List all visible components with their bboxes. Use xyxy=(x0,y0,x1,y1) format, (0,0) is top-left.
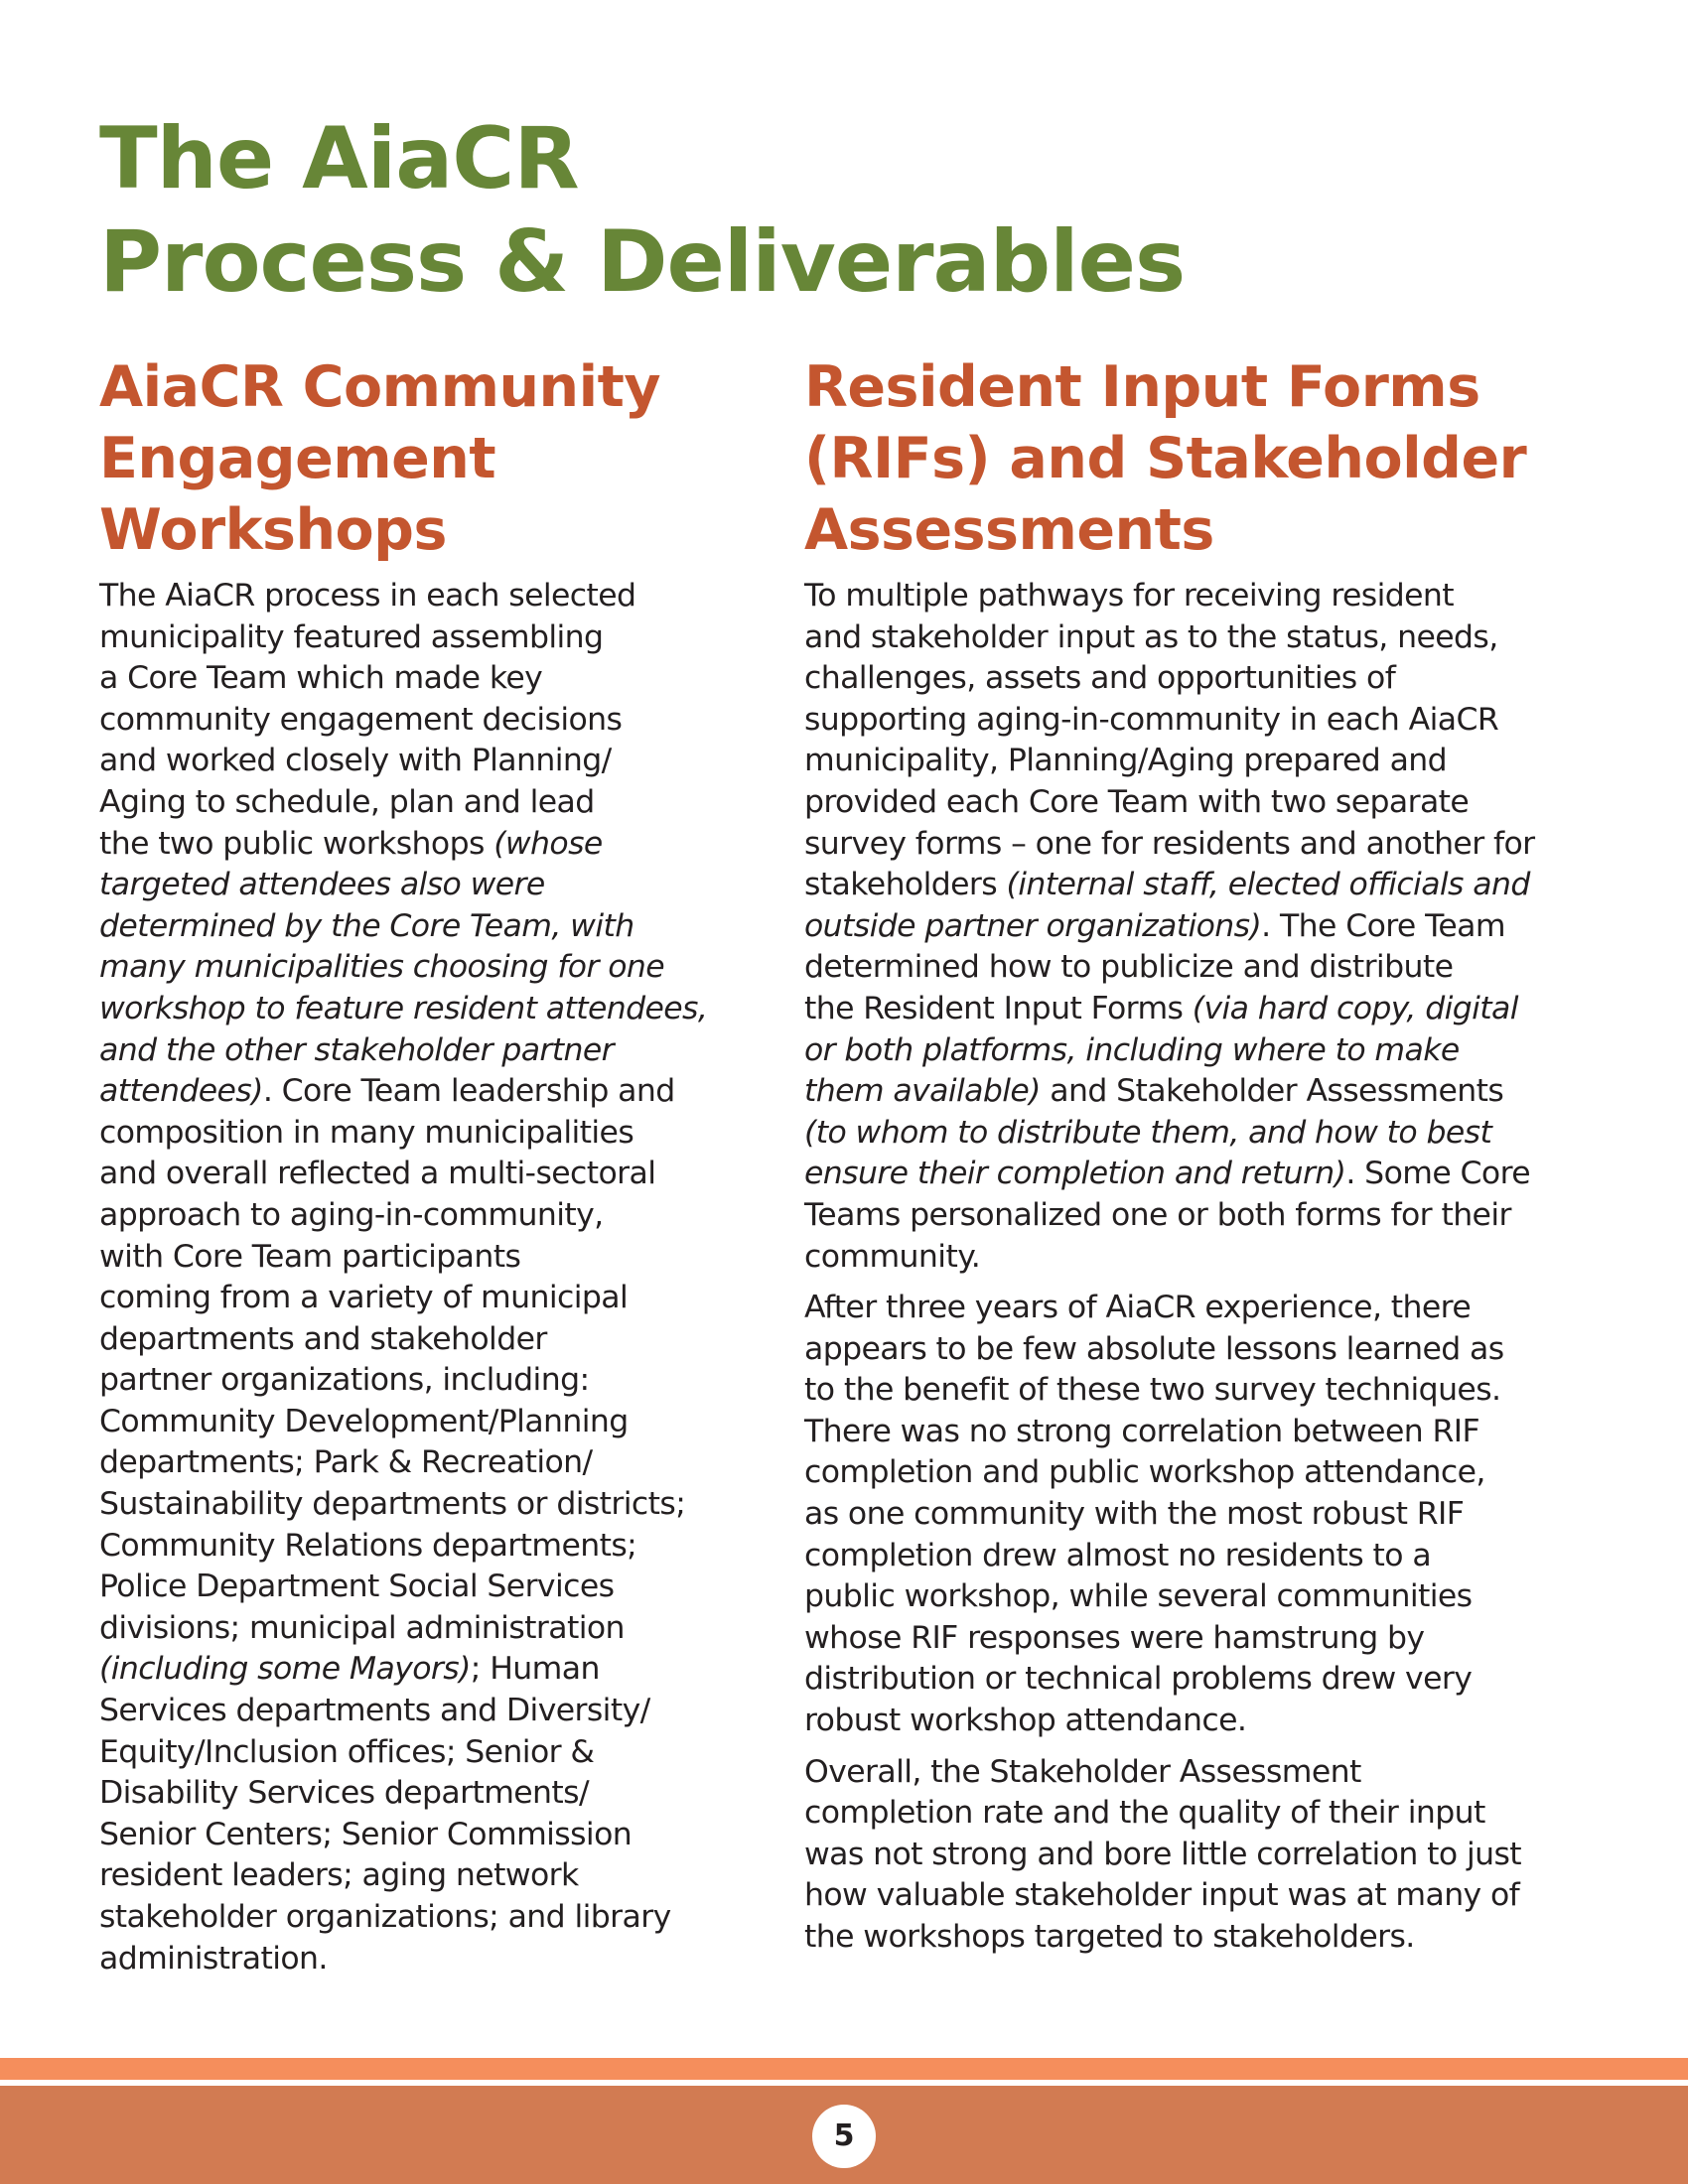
heading-line: Workshops xyxy=(99,497,447,563)
text-line: resident leaders; aging network xyxy=(99,1857,579,1894)
heading-line: AiaCR Community xyxy=(99,354,661,420)
text-line xyxy=(99,947,745,989)
page-title-line2: Process & Deliverables xyxy=(99,212,1186,312)
text-line: departments and stakeholder xyxy=(99,1320,547,1357)
rifs-paragraph-3 xyxy=(804,1752,1599,1959)
text-line: how valuable stakeholder input was at many of xyxy=(804,1877,1520,1914)
text-line: with Core Team participants xyxy=(99,1238,521,1275)
text-line xyxy=(99,989,745,1030)
text-line: robust workshop attendance. xyxy=(804,1703,1247,1739)
text-line xyxy=(804,865,1599,906)
text-line xyxy=(99,865,745,906)
italic-text-run: (via hard copy, digital xyxy=(1192,990,1518,1026)
italic-text-run: and the other stakeholder partner xyxy=(99,1031,615,1068)
italic-text-run: (whose xyxy=(493,825,603,862)
text-line: Teams personalized one or both forms for their xyxy=(804,1196,1511,1233)
text-line: community engagement decisions xyxy=(99,701,623,738)
section-heading-rifs xyxy=(804,351,1599,566)
text-line: provided each Core Team with two separate xyxy=(804,783,1470,820)
text-run: . Some Core xyxy=(1345,1156,1531,1192)
text-line: departments; Park & Recreation/ xyxy=(99,1444,593,1481)
text-line: and worked closely with Planning/ xyxy=(99,743,612,779)
text-line: Disability Services departments/ xyxy=(99,1775,589,1812)
text-line: the workshops targeted to stakeholders. xyxy=(804,1919,1415,1955)
text-line: stakeholder organizations; and library xyxy=(99,1899,671,1935)
text-line: After three years of AiaCR experience, there xyxy=(804,1290,1472,1326)
text-line: Sustainability departments or districts; xyxy=(99,1486,686,1523)
italic-text-run: ensure their completion and return) xyxy=(804,1156,1346,1192)
text-line: determined how to publicize and distribute xyxy=(804,949,1454,986)
text-line: completion and public workshop attendance, xyxy=(804,1454,1485,1491)
rifs-paragraph-2 xyxy=(804,1288,1599,1742)
text-run: the two public workshops xyxy=(99,825,494,862)
rifs-paragraph-1 xyxy=(804,576,1599,1278)
italic-text-run: many municipalities choosing for one xyxy=(99,949,665,986)
text-line xyxy=(99,1649,745,1691)
text-line: municipality, Planning/Aging prepared and xyxy=(804,743,1448,779)
text-line: Services departments and Diversity/ xyxy=(99,1693,650,1729)
italic-text-run: (internal staff, elected officials and xyxy=(1006,867,1530,903)
text-line xyxy=(99,906,745,948)
italic-text-run: workshop to feature resident attendees, xyxy=(99,990,708,1026)
text-line xyxy=(804,1154,1599,1195)
text-line: Overall, the Stakeholder Assessment xyxy=(804,1753,1361,1790)
text-line: approach to aging-in-community, xyxy=(99,1196,604,1233)
page-title-line1: The AiaCR xyxy=(99,109,579,208)
text-line: divisions; municipal administration xyxy=(99,1609,625,1646)
text-line: a Core Team which made key xyxy=(99,660,543,697)
text-line xyxy=(804,1071,1599,1113)
text-line: Community Relations departments; xyxy=(99,1527,637,1564)
italic-text-run: determined by the Core Team, with xyxy=(99,907,634,944)
text-run: stakeholders xyxy=(804,867,1007,903)
text-line xyxy=(804,906,1599,948)
text-line: Police Department Social Services xyxy=(99,1569,615,1605)
text-line: Aging to schedule, plan and lead xyxy=(99,783,595,820)
text-line xyxy=(804,1030,1599,1072)
section-heading-workshops xyxy=(99,351,745,566)
heading-line: Engagement xyxy=(99,426,496,491)
italic-text-run: or both platforms, including where to make xyxy=(804,1031,1460,1068)
text-line: challenges, assets and opportunities of xyxy=(804,660,1396,697)
heading-line: Assessments xyxy=(804,497,1214,563)
text-line: The AiaCR process in each selected xyxy=(99,578,636,614)
text-line xyxy=(99,1030,745,1072)
right-column xyxy=(804,351,1599,1969)
left-column xyxy=(99,351,745,1989)
text-run: ; Human xyxy=(470,1651,600,1688)
text-line: supporting aging-in-community in each AiaCR xyxy=(804,701,1499,738)
page-title xyxy=(99,107,1589,314)
text-line: and overall reflected a multi-sectoral xyxy=(99,1156,656,1192)
italic-text-run: (including some Mayors) xyxy=(99,1651,471,1688)
italic-text-run: them available) xyxy=(804,1073,1041,1110)
text-line: community. xyxy=(804,1238,981,1275)
heading-line: (RIFs) and Stakeholder xyxy=(804,426,1527,491)
footer-stripe xyxy=(0,2058,1688,2080)
text-line: distribution or technical problems drew very xyxy=(804,1661,1473,1698)
text-line: partner organizations, including: xyxy=(99,1362,590,1399)
italic-text-run: targeted attendees also were xyxy=(99,867,545,903)
text-line: as one community with the most robust RIF xyxy=(804,1496,1465,1533)
text-line: Equity/Inclusion offices; Senior & xyxy=(99,1733,595,1770)
text-line: municipality featured assembling xyxy=(99,618,604,655)
text-line: whose RIF responses were hamstrung by xyxy=(804,1619,1425,1656)
heading-line: Resident Input Forms xyxy=(804,354,1480,420)
italic-text-run: (to whom to distribute them, and how to best xyxy=(804,1114,1492,1151)
text-line: There was no strong correlation between RIF xyxy=(804,1413,1479,1449)
text-line: administration. xyxy=(99,1940,328,1977)
text-run: the Resident Input Forms xyxy=(804,990,1193,1026)
page-number: 5 xyxy=(812,2105,876,2168)
text-line: To multiple pathways for receiving resident xyxy=(804,578,1455,614)
text-line: survey forms – one for residents and another for xyxy=(804,825,1535,862)
text-line xyxy=(99,824,745,866)
italic-text-run: outside partner organizations) xyxy=(804,907,1262,944)
text-line: completion rate and the quality of their input xyxy=(804,1795,1485,1832)
text-line xyxy=(804,989,1599,1030)
text-run: . Core Team leadership and xyxy=(262,1073,675,1110)
text-line xyxy=(99,1071,745,1113)
text-line xyxy=(804,1113,1599,1155)
text-run: and Stakeholder Assessments xyxy=(1040,1073,1504,1110)
text-line: public workshop, while several communities xyxy=(804,1578,1473,1615)
text-line: completion drew almost no residents to a xyxy=(804,1537,1432,1573)
text-line: coming from a variety of municipal xyxy=(99,1280,629,1316)
text-line: Community Development/Planning xyxy=(99,1403,629,1439)
text-run: . The Core Team xyxy=(1261,907,1505,944)
text-line: was not strong and bore little correlation to just xyxy=(804,1836,1522,1872)
text-line: appears to be few absolute lessons learned as xyxy=(804,1330,1504,1367)
workshops-paragraph xyxy=(99,576,745,1979)
text-line: Senior Centers; Senior Commission xyxy=(99,1816,633,1852)
text-line: and stakeholder input as to the status, needs, xyxy=(804,618,1498,655)
italic-text-run: attendees) xyxy=(99,1073,263,1110)
text-line: composition in many municipalities xyxy=(99,1114,634,1151)
text-line: to the benefit of these two survey techniques. xyxy=(804,1372,1501,1409)
